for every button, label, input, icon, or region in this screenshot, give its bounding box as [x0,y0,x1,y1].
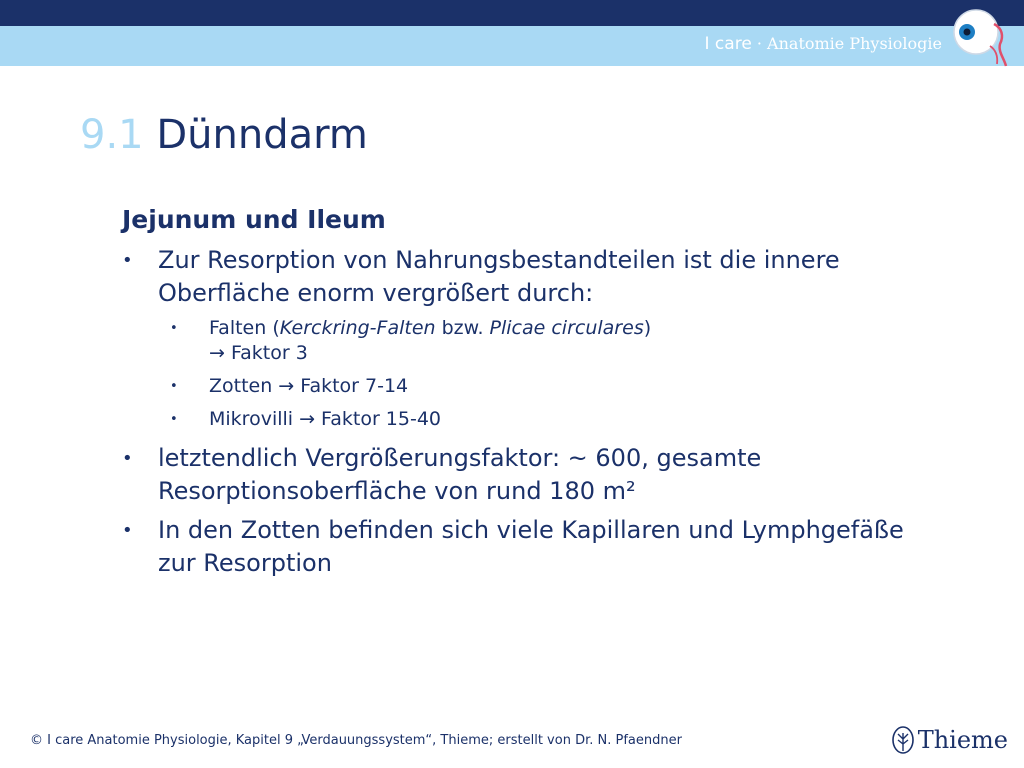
bullet-item: • letztendlich Vergrößerungsfaktor: ~ 600, gesamte Resorptionsoberfläche von rund 180 m² [122,444,762,505]
slide-content [122,205,922,586]
bullet-dot-icon: • [122,520,133,541]
bullet-item: • In den Zotten befinden sich viele Kapillaren und Lymphgefäße zur Resorption [122,516,904,577]
sub-bullet-item: • Falten (Kerckring-Falten bzw. Plicae circulares) → Faktor 3 [170,317,652,364]
sub-bullet-item: • Zotten → Faktor 7-14 [170,375,409,397]
bullet-item: • Zur Resorption von Nahrungsbestandteilen ist die innere Oberfläche enorm vergrößert durch: [122,246,840,307]
brand-label: I care · Anatomie Physiologie [704,34,942,54]
footer-credit: © I care Anatomie Physiologie, Kapitel 9 „Verdauungssystem“, Thieme; erstellt von Dr. N. Pfaendner [30,733,682,748]
sub-bullet-list [122,316,922,432]
bullet-dot-icon: • [122,448,133,469]
bullet-dot-icon: • [170,412,178,427]
bullet-dot-icon: • [122,250,133,271]
thieme-tree-icon [892,725,914,755]
publisher-logo: Thieme [892,725,1008,755]
slide-title: 9.1 Dünndarm [80,112,368,158]
bullet-dot-icon: • [170,379,178,394]
bullet-dot-icon: • [170,321,178,336]
sub-bullet-item: • Mikrovilli → Faktor 15-40 [170,408,442,430]
header-bar-dark [0,0,1024,26]
slide-subtitle: Jejunum und Ileum [122,205,386,234]
eye-anatomy-icon [950,6,1012,70]
